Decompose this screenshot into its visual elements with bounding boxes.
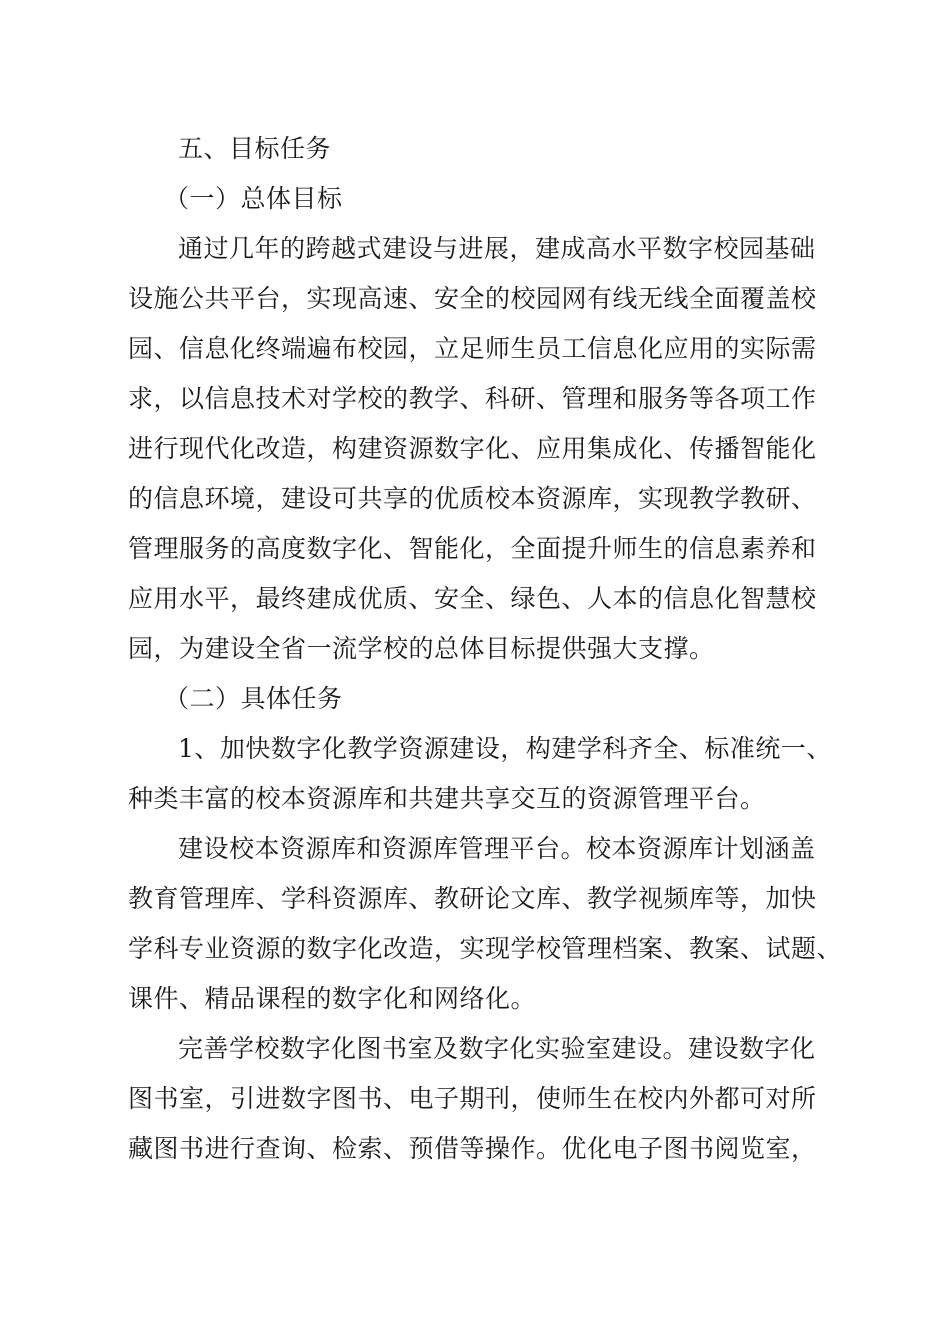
- paragraph-line: 进行现代化改造，构建资源数字化、应用集成化、传播智能化: [128, 434, 817, 463]
- paragraph-line: 藏图书进行查询、检索、预借等操作。优化电子图书阅览室，: [128, 1134, 817, 1163]
- paragraph-line: 求，以信息技术对学校的教学、科研、管理和服务等各项工作: [128, 384, 817, 413]
- paragraph-line: 管理服务的高度数字化、智能化，全面提升师生的信息素养和: [128, 534, 817, 563]
- paragraph-line: 应用水平，最终建成优质、安全、绿色、人本的信息化智慧校: [128, 584, 817, 613]
- paragraph-line: 园、信息化终端遍布校园，立足师生员工信息化应用的实际需: [128, 334, 817, 363]
- document-body: [128, 124, 843, 1174]
- paragraph-line: 课件、精品课程的数字化和网络化。: [128, 984, 537, 1013]
- paragraph-line: 建设校本资源库和资源库管理平台。校本资源库计划涵盖: [178, 834, 816, 863]
- paragraph-line: 通过几年的跨越式建设与进展，建成高水平数字校园基础: [178, 234, 816, 263]
- paragraph-line: 1、加快数字化教学资源建设，构建学科齐全、标准统一、: [178, 734, 832, 763]
- paragraph-line: 设施公共平台，实现高速、安全的校园网有线无线全面覆盖校: [128, 284, 817, 313]
- paragraph-line: 教育管理库、学科资源库、教研论文库、教学视频库等，加快: [128, 884, 817, 913]
- paragraph-line: 图书室，引进数字图书、电子期刊，使师生在校内外都可对所: [128, 1084, 817, 1113]
- paragraph-line: 种类丰富的校本资源库和共建共享交互的资源管理平台。: [128, 784, 766, 813]
- section-heading: 五、目标任务: [178, 134, 332, 163]
- paragraph-line: 园，为建设全省一流学校的总体目标提供强大支撑。: [128, 634, 715, 663]
- subsection-heading: （一）总体目标: [164, 184, 343, 213]
- paragraph-line: 完善学校数字化图书室及数字化实验室建设。建设数字化: [178, 1034, 816, 1063]
- subsection-heading: （二）具体任务: [164, 684, 343, 713]
- paragraph-line: 学科专业资源的数字化改造，实现学校管理档案、教案、试题、: [128, 934, 843, 963]
- paragraph-line: 的信息环境，建设可共享的优质校本资源库，实现教学教研、: [128, 484, 817, 513]
